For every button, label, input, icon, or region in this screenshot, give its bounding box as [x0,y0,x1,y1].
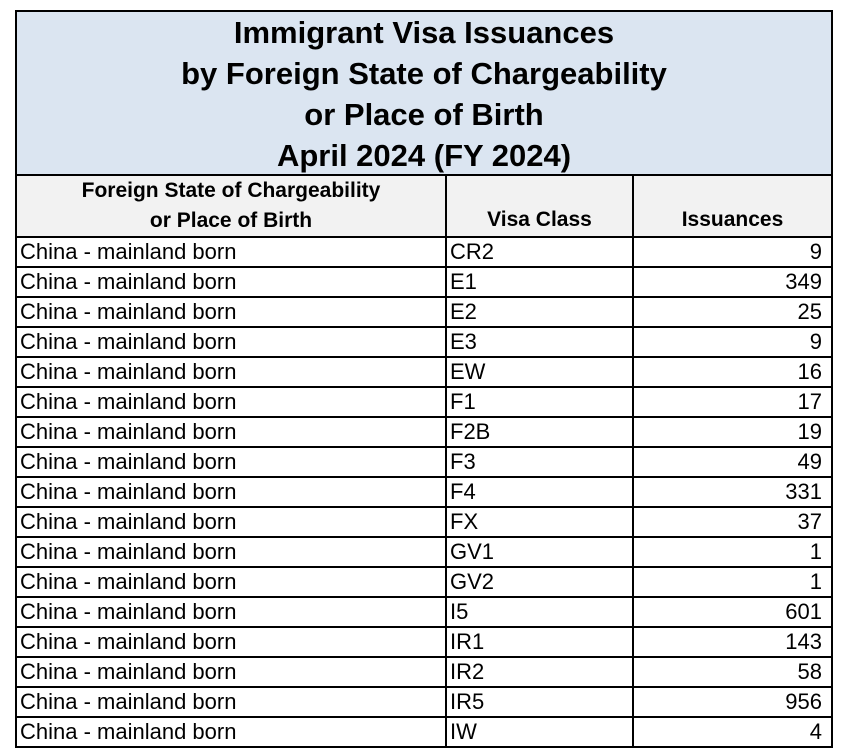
country-cell: China - mainland born [17,507,446,537]
issuance-table [17,176,831,748]
report-title-line-3: or Place of Birth [304,97,544,132]
visa-class-cell: GV1 [446,537,633,567]
country-cell: China - mainland born [17,537,446,567]
country-cell: China - mainland born [17,327,446,357]
issuances-cell: 49 [633,447,831,477]
issuances-cell: 58 [633,657,831,687]
issuances-cell: 601 [633,597,831,627]
visa-class-cell: EW [446,357,633,387]
column-header-visa-class: Visa Class [446,176,633,237]
visa-class-cell: I5 [446,597,633,627]
table-row [17,267,831,297]
report-title-line-2: by Foreign State of Chargeability [181,56,667,91]
table-row [17,507,831,537]
country-cell: China - mainland born [17,657,446,687]
issuances-cell: 956 [633,687,831,717]
country-cell: China - mainland born [17,357,446,387]
country-cell: China - mainland born [17,687,446,717]
table-row [17,537,831,567]
issuances-cell: 19 [633,417,831,447]
issuances-cell: 143 [633,627,831,657]
table-row [17,447,831,477]
country-cell: China - mainland born [17,627,446,657]
table-header-row [17,176,831,237]
visa-class-cell: E1 [446,267,633,297]
visa-class-cell: F4 [446,477,633,507]
report-title-block [17,12,831,176]
table-row [17,567,831,597]
table-row [17,657,831,687]
visa-class-cell: FX [446,507,633,537]
report-title-line-4: April 2024 (FY 2024) [276,138,572,173]
table-row [17,297,831,327]
column-header-country-line-1: Foreign State of Chargeability [81,179,381,202]
table-row [17,627,831,657]
table-row [17,357,831,387]
visa-class-cell: GV2 [446,567,633,597]
issuances-cell: 4 [633,717,831,747]
issuances-cell: 9 [633,237,831,267]
visa-class-cell: E2 [446,297,633,327]
country-cell: China - mainland born [17,717,446,747]
visa-class-cell: CR2 [446,237,633,267]
issuances-cell: 1 [633,537,831,567]
report-title-line-1: Immigrant Visa Issuances [233,15,615,50]
visa-class-cell: IR5 [446,687,633,717]
issuances-cell: 349 [633,267,831,297]
visa-class-cell: F3 [446,447,633,477]
column-header-country-line-2: or Place of Birth [149,209,313,232]
issuances-cell: 37 [633,507,831,537]
issuances-cell: 1 [633,567,831,597]
country-cell: China - mainland born [17,597,446,627]
visa-class-cell: F1 [446,387,633,417]
country-cell: China - mainland born [17,267,446,297]
country-cell: China - mainland born [17,297,446,327]
visa-issuance-report [15,10,833,748]
table-body [17,237,831,747]
table-row [17,597,831,627]
country-cell: China - mainland born [17,417,446,447]
visa-class-cell: IW [446,717,633,747]
column-header-issuances: Issuances [633,176,831,237]
country-cell: China - mainland born [17,387,446,417]
country-cell: China - mainland born [17,447,446,477]
country-cell: China - mainland born [17,477,446,507]
table-row [17,237,831,267]
visa-class-cell: F2B [446,417,633,447]
table-row [17,387,831,417]
issuances-cell: 9 [633,327,831,357]
issuances-cell: 17 [633,387,831,417]
visa-class-cell: IR2 [446,657,633,687]
country-cell: China - mainland born [17,567,446,597]
table-row [17,717,831,747]
table-row [17,327,831,357]
visa-class-cell: IR1 [446,627,633,657]
table-row [17,687,831,717]
column-header-country [17,176,446,237]
table-header [17,176,831,237]
table-row [17,417,831,447]
table-row [17,477,831,507]
country-cell: China - mainland born [17,237,446,267]
issuances-cell: 331 [633,477,831,507]
issuances-cell: 25 [633,297,831,327]
issuances-cell: 16 [633,357,831,387]
visa-class-cell: E3 [446,327,633,357]
